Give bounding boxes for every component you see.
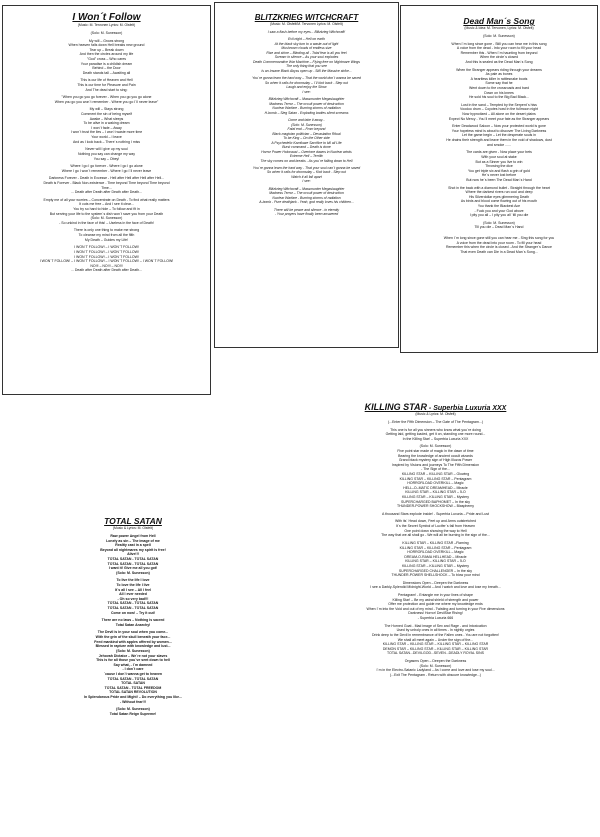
lyric-line: Bearing the knowledge of ancient occult wizards xyxy=(398,453,473,458)
lyric-line: Went down to the crossroads and bard xyxy=(468,86,530,90)
lyric-line: We shall all meet again – Under the sign of the... xyxy=(397,637,474,642)
lyric-line: Now hypnotized – All alone on the desert plains xyxy=(462,112,536,117)
lyric-line: Lonely as sin – The image of me xyxy=(106,538,160,543)
song-title: Dead Man´s Song xyxy=(463,16,535,26)
lyric-sheet-blitzkrieg-witchcraft xyxy=(214,2,399,348)
lyric-line: Throwing the dice xyxy=(485,164,513,169)
lyric-line: To be alive in a waking dream xyxy=(83,121,130,126)
lyric-line: With the grin of the skull beneath your face... xyxy=(95,635,171,640)
lyric-line: Getting laid, getting loaded, get it on, standing one more round... xyxy=(385,432,486,437)
lyric-line: Rise and shine – Blinding all - Total fear is all you feel xyxy=(266,50,347,55)
lyric-line: There is only one thing to make me strong xyxy=(73,228,140,233)
lyric-line: KILLING STAR – KILLING STAR – Pentagram xyxy=(399,476,472,481)
lyric-line: Death is Forever - Black Non-existence - Time beyond Time beyond Time beyond xyxy=(43,180,170,185)
lyric-line: TOTAL SATAN REVOLUTION xyxy=(109,690,157,695)
lyric-line: And The dead start to sing: xyxy=(85,87,128,92)
lyric-line: To live the life I love xyxy=(116,578,150,583)
lyric-line: This is our time for Pleasure and Pain xyxy=(77,83,136,87)
lyric-line: And as I look back – There´s nothing I miss xyxy=(72,139,141,144)
lyric-line: (Solo: M. Sunesson) xyxy=(419,444,452,449)
lyric-line: Where I go I won´t remember - Where I go I´ll never leave xyxy=(61,168,152,173)
lyrics-body xyxy=(215,30,398,217)
lyric-line: Beyond all nightmares my spirit is free! xyxy=(100,547,166,552)
lyric-line: Lost in the sand – Tempted by the Serpent´s hiss xyxy=(461,102,537,107)
lyric-line: (Solo: M. Sunesson) xyxy=(116,707,150,712)
lyric-line: Grand black mystery sign of High Illuzos Power xyxy=(398,458,473,463)
lyric-line: Burst command – Death is done xyxy=(282,145,331,150)
lyric-line: - I don´t care xyxy=(122,667,144,672)
song-credits: (Music: M. Tervonen Lyrics: M. Olsfelt) xyxy=(77,23,136,27)
lyric-line: HELL–O–MATIC DREAMHEAD – Miracle xyxy=(403,485,468,490)
lyric-line: SUPERCHARGED BAPHOMET – In the sky xyxy=(401,499,470,504)
song-credits: (Music: M. Olsfelt/M. Tervonen Lyrics: M. Olsfelt) xyxy=(270,22,343,26)
lyric-line: That even Death can Die in a Dead Man´s Song... xyxy=(460,249,538,254)
lyric-line: Total Satan Reign Supreme! xyxy=(109,711,157,716)
lyric-line: Where I go I go forever - Where I go I go alone xyxy=(70,164,143,169)
lyric-line: KILLING STAR – KILLING STAR – Mystery xyxy=(402,495,469,500)
lyric-line: I WON´T FOLLOW! – I WON´T FOLLOW! xyxy=(74,254,139,259)
song-title-block xyxy=(272,402,599,412)
lyric-line: Madness Terror – The occult power of destruction xyxy=(269,101,344,106)
lyric-line: (Solo: M. Sunesson) xyxy=(116,648,150,653)
lyric-line: Used by unholy ones in all times - In nightly orgies xyxy=(396,628,475,633)
lyric-line: KILLING STAR – KILLING STAR – Pentagram xyxy=(399,545,472,550)
lyric-line: (Solo: M. Sunesson) xyxy=(419,663,452,668)
lyric-line: Tear up – Break down xyxy=(89,47,124,52)
lyric-line: Five point star made of magic in the dawn of time xyxy=(397,448,474,453)
song-title: TOTAL SATAN xyxy=(104,516,162,526)
lyric-line: Time... xyxy=(101,185,112,190)
lyric-line: - Superbia Luxuria 666 xyxy=(417,616,454,621)
lyric-line: Let the game begin – Let the desperate souls in xyxy=(462,133,536,138)
lyric-line: A-bomb - Pure deathjack - Yeah, god really loves his children... xyxy=(259,200,354,205)
lyric-line: Drink deep to the Devil in remembrance of the Fallen ones - You are not forgotten! xyxy=(371,632,500,637)
lyric-line: It´s all I see – All I feel xyxy=(114,587,152,592)
lyric-line: With your soul at stake xyxy=(481,154,517,159)
lyric-line: Till you die – Dead Man´s Hand xyxy=(474,225,524,230)
lyric-line: And then the circles around my life xyxy=(79,52,134,57)
lyric-line: In Splendorous Pride and Might! – Do everything you like... xyxy=(83,695,182,700)
lyric-line: ... Death after Death after Death after Death... xyxy=(70,190,142,195)
lyric-line: Come and take it away... xyxy=(287,118,326,123)
lyric-line: Offer me protection and guide me where my knowledge ends xyxy=(388,602,483,607)
lyric-line: KILLING STAR – KILLING STAR – KILLING STAR – KILLING STAR xyxy=(382,642,489,647)
lyric-line: You say – Obey! xyxy=(93,156,120,161)
song-title: BLITZKRIEG WITCHCRAFT xyxy=(254,13,359,22)
lyrics-body xyxy=(3,31,210,273)
lyric-line: Shot in the back with a diamond bullet - Straight through the heart xyxy=(448,185,550,190)
lyric-line: I won´t fade – Away xyxy=(91,125,122,130)
lyric-line: DEMON STAR – KILLING STAR – KILLING STAR – KILLING STAR xyxy=(382,646,489,651)
lyric-line: Where the darkest rivers run cool and deep xyxy=(465,190,533,195)
lyric-line: ... Death after Death after Death after Death... xyxy=(70,268,142,273)
lyric-line: You try so hard to hide – To follow and fit in xyxy=(73,207,140,212)
lyric-line: I WON´T FOLLOW! – I WON´T FOLLOW! xyxy=(74,245,139,250)
lyric-line: DREAM-O-RAMA HELLHEAD – Miracle xyxy=(404,554,467,559)
lyric-line: My will – Grows strong xyxy=(88,38,125,43)
lyric-line: Blitzkrieg Witchcraft – Massmurder Megaslaughter xyxy=(268,97,345,102)
lyric-line: (...Enter the Fifth Dimension – The Gate of The Pentagram...) xyxy=(388,419,483,424)
lyric-line: To cleanse my mind from all the filth xyxy=(78,233,135,238)
song-title: I Won´t Follow xyxy=(72,12,141,23)
lyric-line: and smoke ...... xyxy=(487,142,511,147)
lyric-line: (Solo: M. Sunesson) xyxy=(90,30,123,35)
lyric-line: Your world – I leave xyxy=(91,135,122,140)
lyric-line: But serving your life to the system´s dish won´t save you from your Death xyxy=(49,211,164,216)
lyric-line: A thousand Stars explode inside! - Superbia Luxuria – Pride and Lust xyxy=(381,511,489,516)
lyric-line: Killing Star! – Be my astral shield of strength and power xyxy=(392,597,479,602)
lyric-line: NO!!! – NO!!! – NO!!! xyxy=(90,263,123,268)
lyric-line: - Oh so very bad!!! xyxy=(117,596,149,601)
lyric-line: My Death – Guides my Life! xyxy=(84,237,129,242)
lyric-line: Evil night – Hell on earth xyxy=(288,37,325,42)
lyric-line: I WON´T FOLLOW! – I WON´T FOLLOW! – I WON´T FOLLOW! – I WON´T FOLLOW! xyxy=(39,259,174,264)
lyric-line: THUNDER-POWER SHOCKSHOW – Blasphemy xyxy=(396,504,474,509)
lyric-line: Nothing you say can change my way xyxy=(77,151,135,156)
lyric-line: So when it calls for doomsday – I´ll kick back - Step out xyxy=(265,80,348,85)
lyric-line: TOTAL SATAN - TOTAL SATAN xyxy=(107,606,159,611)
lyric-line: The Devil is in your soul when you come... xyxy=(97,630,169,635)
lyric-line: TOTAL SATAN - TOTAL SATAN xyxy=(107,556,159,561)
lyric-line: I see: xyxy=(302,179,311,184)
lyric-line: - Your prayers have finally been answered xyxy=(274,212,339,217)
lyric-line: - Fuck you and your God above xyxy=(474,208,524,213)
lyric-line: A voice from the dead - Into your room to fill your head xyxy=(456,46,542,51)
lyric-line: He´s never lost before xyxy=(481,173,517,178)
lyric-line: As birds and blood come flowing out of his mouth xyxy=(460,199,538,204)
lyric-line: Remember this when the circle is closed - And the Stranger´s Dance xyxy=(445,245,553,250)
lyric-line: KILLING STAR – KILLING STAR – Mystery xyxy=(402,563,469,568)
lyric-sheet-killing-star xyxy=(272,396,599,834)
lyric-line: Dimensions Open – Deepen the Darkness xyxy=(402,580,469,585)
lyrics-body xyxy=(401,34,597,255)
lyric-line: Fatal end – From beyond xyxy=(287,127,326,132)
lyric-line: One point down showing the way to Hell xyxy=(404,528,467,533)
lyric-line: Is an Insane Black Abyss open up - Still the Massive strike... xyxy=(261,68,352,73)
lyric-line: Nuclear Warfare - Burning storms of radiation xyxy=(272,106,341,111)
lyric-line: TOTAL SATAN - TOTAL SATAN xyxy=(107,676,159,681)
lyric-line: It´s the Secret Symbol of Lucifer´s fall from Heaven xyxy=(395,524,476,529)
lyric-line: Your hopeless mind is about to discover The Living Darkness xyxy=(451,128,547,133)
lyric-line: Remember this - When I´m haunting from beyond xyxy=(460,50,538,55)
lyric-line: In the Killing Star! – Superbia Luxuria XXX xyxy=(402,436,469,441)
lyric-sheet-dead-mans-song xyxy=(400,5,598,353)
lyric-line: (Solo: M. Sunesson) xyxy=(483,33,515,38)
lyric-line: TOTAL SATAN...DEVILGOD...SEVEN...DEADLY ROYAL SINS xyxy=(387,651,484,656)
lyric-line: I´m in the Electro-Satanic Ladyland – As I come and love and lose my soul... xyxy=(376,668,495,673)
song-credits: (Music & Lyrics: M. Olsfelt) xyxy=(415,412,456,416)
lyric-line: TOTAL SATAN - TOTAL SATAN xyxy=(107,561,159,566)
lyric-line: TOTAL SATAN xyxy=(121,681,145,686)
lyric-line: You´re gonna learn the hard way - That your soul can´t gonna be saved xyxy=(252,165,361,170)
lyric-line: Darkness! Horror! DevilStar Rising! xyxy=(408,611,463,616)
song-subtitle: - Superbia Luxuria XXX xyxy=(426,405,507,412)
lyric-line: Alive!!! xyxy=(127,552,139,557)
lyric-line: He drains their strength and leave them in the void of shadows, dust xyxy=(446,138,552,143)
lyric-line: Expect No Mercy - You´ll meet your fate as the Stranger appears xyxy=(448,116,550,121)
lyric-line: The cards are given - Now place your bets xyxy=(466,150,532,155)
lyric-line: When I´m into the Void and out of my mind - Twisting and turning in your Five dimensions xyxy=(366,606,505,611)
lyric-line: Come on now! – Try it out! xyxy=(111,610,155,615)
lyric-line: Pentagram! - Entangle me in your lines of shape xyxy=(398,593,473,598)
lyric-line: When the circle´s closed xyxy=(479,55,519,60)
lyric-line: Blessed in rapture with knowledge and lust... xyxy=(95,644,171,649)
lyric-sheet-i-wont-follow xyxy=(2,5,211,395)
lyric-line: Comment the sin of being myself xyxy=(81,112,132,117)
lyric-line: - The Sign of the... xyxy=(421,467,450,472)
lyric-line: A heartless killer in rattlesnake boots xyxy=(470,76,528,81)
lyric-line: I see: xyxy=(302,89,311,94)
lyric-line: I won´t trust the lies – I won´t waste more time xyxy=(70,130,143,135)
lyric-line: This is our life of Heaven and Hell xyxy=(80,78,133,83)
lyric-line: You thank the Blackest Ace xyxy=(477,204,521,209)
lyric-line: HORRORLOAD OVERKILL – Magic xyxy=(407,481,464,486)
lyric-line: Blitzkrieg Witchcraft – Massmurder Megaslaughter xyxy=(268,186,345,191)
song-title: KILLING STAR xyxy=(364,402,427,412)
lyric-line: I pity you all – I pity you all ´till you die xyxy=(469,213,529,218)
lyric-line: Orgasms Open – Deepen the Darkness xyxy=(404,658,467,663)
lyric-line: Inspired by Visions and journeys To The Fifth Dimension xyxy=(391,462,480,467)
lyric-line: KILLING STAR – KILLING STAR – 5-O xyxy=(405,559,466,564)
lyric-line: Some say that he xyxy=(485,81,513,86)
lyric-line: ´cause I don´t wanna get to heaven xyxy=(103,671,163,676)
lyric-line: You´re gonna learn the hard way – That the world don´t wanna be saved xyxy=(252,76,361,81)
lyric-line: (...Exit The Pentagram - Return with obscure knowledge...) xyxy=(390,672,481,677)
lyric-line: This is for all those you´ve sent down to hell xyxy=(96,658,170,663)
lyric-line: "When you go you go forever - When you go you go alone xyxy=(61,95,152,100)
lyric-line: Never will I give up my soul xyxy=(85,147,128,152)
lyric-line: Black magician politician – Devastation Ritual xyxy=(272,131,341,136)
lyric-line: Mushroom clouds of endless size xyxy=(281,46,332,51)
lyric-line: I WON´T FOLLOW! – I WON´T FOLLOW! xyxy=(74,249,139,254)
lyric-line: Extreme Hell – Terrific xyxy=(289,154,324,159)
lyric-line: Death Commemorative War Machine – Flying free on Nightmare Wings xyxy=(253,59,360,64)
lyric-line: Scream in silence – As your soul explodes xyxy=(274,55,339,60)
lyric-line: At the black sky turn to a waste-out of light xyxy=(274,41,339,46)
lyric-line: THUNDER-POWER SHELLSHOCK – To blow your mind xyxy=(391,573,480,578)
lyric-line: Watch it all fall apart xyxy=(291,174,322,179)
lyric-line: But now he´s been The Dead Man´s Hand xyxy=(466,177,532,182)
lyric-line: Death stands tall – Awaiting all xyxy=(82,70,131,75)
song-credits: (Music & Idea: M. Tervonen, Lyrics: M. Olsfelt) xyxy=(464,26,534,30)
song-credits: (Music & Lyrics: M. Olsfelt) xyxy=(112,526,154,530)
lyric-line: (Solo: M. Sunesson) xyxy=(116,570,150,575)
lyric-line: HORRORLOAD OVERKILL – Magic xyxy=(407,550,464,555)
lyrics-body xyxy=(272,420,599,677)
lyric-line: Darkness Forever - Death in Excesse - Hell after Hell after Hell after Hell... xyxy=(48,176,165,181)
lyric-line: Jehovah Dictator – We´re not your slaves xyxy=(98,653,168,658)
lyric-line: He sold his soul to the Big Bad Black... xyxy=(468,95,530,100)
lyric-line: - So unkind in the face of this! – Useless in the face of Death! xyxy=(59,220,154,225)
lyric-line: I saw a flash before my eyes... Blitzkrieg Witchcraft! xyxy=(267,29,346,34)
lyric-line: Nuclear Warfare - Burning storms of radiation xyxy=(272,195,341,200)
lyric-line: As pale as bones xyxy=(485,72,513,77)
lyric-line: I see a Darkly-Splendid Midnight-World – And I watch and love and lose my breath... xyxy=(370,585,501,590)
lyric-line: Laugh and enjoy the Show xyxy=(286,85,327,90)
lyric-line: The only thing that you see xyxy=(286,64,327,69)
lyric-line: KILLING STAR – KILLING STAR – 5-O xyxy=(405,490,466,495)
lyric-line: When the Stranger appears riding through your dreams xyxy=(456,67,542,72)
lyric-line: I want it! Give me all you got! xyxy=(108,566,158,571)
lyric-line: So when it calls for doomsday – Kick back - Step out xyxy=(267,170,346,175)
lyric-line: The sky comes on and breaks - As you´re falling down to Hell xyxy=(260,158,353,163)
lyric-line: Enter Deadwood Saloon – Now your protected world is gone xyxy=(452,124,546,129)
lyric-line: There are no laws – Nothing is sacred xyxy=(101,618,165,623)
lyric-line: And this is sealed as the Dead Man´s Song xyxy=(465,59,533,64)
lyric-line: TOTAL SATAN - TOTAL FREEDOM xyxy=(104,685,162,690)
lyric-line: Awake – What sleeps xyxy=(89,116,124,121)
lyric-line: SUPERCHARGED CHALLENGER – In the sky xyxy=(398,568,473,573)
lyric-line: To love the life I live xyxy=(116,583,150,587)
lyric-line: KILLING STAR – KILLING STAR –Flaming xyxy=(402,540,469,545)
lyric-line: Behind – the Door xyxy=(92,66,121,71)
lyric-line: To be King – On the Other side xyxy=(283,136,330,141)
lyric-line: You get triple six and flash a grin of gold xyxy=(468,168,530,173)
lyric-line: KILLING STAR – KILLING STAR – Glowing xyxy=(401,472,470,476)
lyric-line: It cuts me free – And I see it clear... xyxy=(79,202,134,207)
lyric-line: With its´ Head down, Feet up and Arms outstretched xyxy=(394,519,477,524)
lyric-line: - Without fear!!! xyxy=(119,699,147,704)
lyric-line: (Solo: M. Sunesson) xyxy=(483,220,515,225)
lyric-line: "God" cross – Who cares xyxy=(86,56,127,61)
lyric-line: When I´m long since gone - Still you can hear me in this song xyxy=(451,41,547,46)
lyric-line: This one is for all you sinners who know what you´re doing xyxy=(390,427,481,432)
lyric-line: Down on his knees xyxy=(484,90,514,95)
lyric-line: The way that we all shall go - We will all be burning in the sign of the... xyxy=(381,533,490,538)
lyric-line: Horror Power Holocaust – Overtone dawns in Nuclear winds xyxy=(261,149,352,154)
lyric-line: Total Satan Anarchy! xyxy=(115,622,151,627)
lyric-line: (Solo: M. Sunesson) xyxy=(90,216,123,221)
lyrics-body xyxy=(3,534,263,717)
lyric-line: Raw power Angel from Hell xyxy=(110,533,156,538)
lyric-sheet-total-satan xyxy=(3,506,263,832)
lyric-line: Say what, - I´m damned xyxy=(113,662,153,667)
lyric-line: (Solo: M. Sunesson) xyxy=(291,122,322,127)
lyric-line: When heaven falls down Hell breaks new ground xyxy=(68,43,145,48)
lyric-line: Reality cast in a spell xyxy=(115,543,151,548)
lyric-line: Madness Terror – The occult power of destruction xyxy=(269,191,344,196)
lyric-line: My will – Stays strong xyxy=(89,107,124,112)
lyric-line: When you go you won´t remember - Where you go I´ll never leave" xyxy=(54,99,159,104)
lyric-line: A Psychedelic Kamikaze Sacrifice to kill all Life xyxy=(271,140,342,145)
lyric-line: A voice from the dead into your room - To fill your head xyxy=(456,240,542,245)
lyric-line: Your paradise is a childish dream xyxy=(80,61,133,66)
lyric-line: Voodoo drum – Coyotes howl in the fullmoon night xyxy=(459,107,539,112)
lyric-line: When I´m long since gone still you can hear me - Sing this song for you xyxy=(443,236,555,241)
lyric-line: H-bomb – Sieg Satan - Exploding bodies silent screams xyxy=(264,110,349,115)
lyric-line: But as a Sinner you live to win xyxy=(475,159,523,164)
lyric-line: All I ever needed xyxy=(119,592,147,597)
lyric-line: His Silverdollar eyes glimmering Death xyxy=(468,194,530,199)
lyric-line: The Horned Goat - Mad image of Sex and Rage - and Intoxication xyxy=(384,623,487,628)
lyric-line: Feed mankind with apples offered by women... xyxy=(94,639,172,644)
lyric-line: There will be peace and silence - in eternity xyxy=(273,207,340,212)
lyric-line: Empty me of all your worries – Concentrate on Death - To find what really matters xyxy=(43,197,170,202)
lyric-line: TOTAL SATAN - TOTAL SATAN xyxy=(107,601,159,606)
